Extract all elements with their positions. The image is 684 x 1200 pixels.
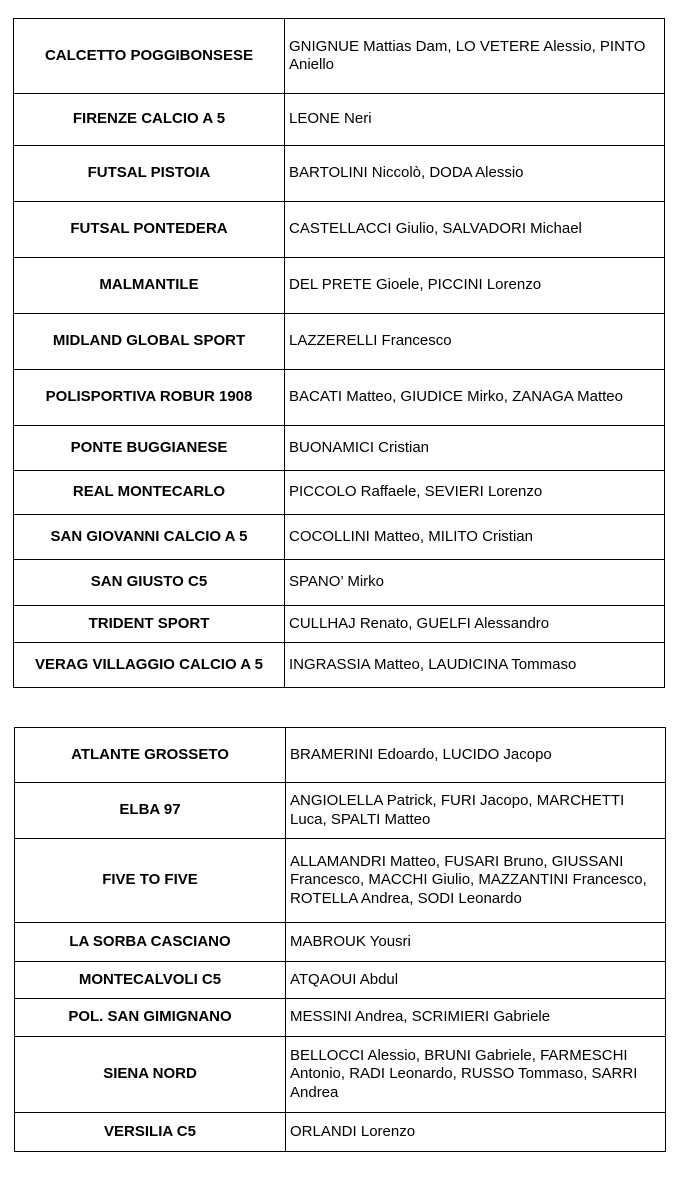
player-list: BACATI Matteo, GIUDICE Mirko, ZANAGA Matteo xyxy=(285,370,665,426)
table-row xyxy=(14,94,665,146)
player-list: BELLOCCI Alessio, BRUNI Gabriele, FARMESCHI Antonio, RADI Leonardo, RUSSO Tommaso, SARRI Andrea xyxy=(286,1037,666,1113)
player-list: COCOLLINI Matteo, MILITO Cristian xyxy=(285,515,665,560)
table-row xyxy=(15,999,666,1037)
team-name: VERSILIA C5 xyxy=(15,1113,286,1152)
team-name: ELBA 97 xyxy=(15,783,286,839)
team-name: MONTECALVOLI C5 xyxy=(15,962,286,999)
team-name: SAN GIOVANNI CALCIO A 5 xyxy=(14,515,285,560)
team-name: POLISPORTIVA ROBUR 1908 xyxy=(14,370,285,426)
table-row xyxy=(15,783,666,839)
player-list: DEL PRETE Gioele, PICCINI Lorenzo xyxy=(285,258,665,314)
table-row xyxy=(14,202,665,258)
player-list: ATQAOUI Abdul xyxy=(286,962,666,999)
team-name: POL. SAN GIMIGNANO xyxy=(15,999,286,1037)
team-name: SAN GIUSTO C5 xyxy=(14,560,285,606)
player-list: ANGIOLELLA Patrick, FURI Jacopo, MARCHETTI Luca, SPALTI Matteo xyxy=(286,783,666,839)
table-row xyxy=(15,923,666,962)
player-list: ALLAMANDRI Matteo, FUSARI Bruno, GIUSSANI Francesco, MACCHI Giulio, MAZZANTINI Francesco, ROTELLA Andrea, SODI Leonardo xyxy=(286,839,666,923)
table-row xyxy=(14,19,665,94)
player-list: MABROUK Yousri xyxy=(286,923,666,962)
team-name: REAL MONTECARLO xyxy=(14,471,285,515)
player-list: BARTOLINI Niccolò, DODA Alessio xyxy=(285,146,665,202)
table-row xyxy=(14,643,665,688)
player-list: BRAMERINI Edoardo, LUCIDO Jacopo xyxy=(286,728,666,783)
team-name: LA SORBA CASCIANO xyxy=(15,923,286,962)
team-name: FIRENZE CALCIO A 5 xyxy=(14,94,285,146)
team-name: MIDLAND GLOBAL SPORT xyxy=(14,314,285,370)
team-name: PONTE BUGGIANESE xyxy=(14,426,285,471)
team-name: TRIDENT SPORT xyxy=(14,606,285,643)
player-list: ORLANDI Lorenzo xyxy=(286,1113,666,1152)
player-list: CASTELLACCI Giulio, SALVADORI Michael xyxy=(285,202,665,258)
team-name: ATLANTE GROSSETO xyxy=(15,728,286,783)
table-row xyxy=(14,515,665,560)
player-list: BUONAMICI Cristian xyxy=(285,426,665,471)
player-list: INGRASSIA Matteo, LAUDICINA Tommaso xyxy=(285,643,665,688)
table-row xyxy=(14,426,665,471)
table-row xyxy=(14,471,665,515)
table-row xyxy=(15,728,666,783)
player-list: LEONE Neri xyxy=(285,94,665,146)
player-list: GNIGNUE Mattias Dam, LO VETERE Alessio, PINTO Aniello xyxy=(285,19,665,94)
player-list: SPANO’ Mirko xyxy=(285,560,665,606)
player-list: MESSINI Andrea, SCRIMIERI Gabriele xyxy=(286,999,666,1037)
team-name: FUTSAL PONTEDERA xyxy=(14,202,285,258)
table-row xyxy=(14,606,665,643)
player-list: PICCOLO Raffaele, SEVIERI Lorenzo xyxy=(285,471,665,515)
team-name: VERAG VILLAGGIO CALCIO A 5 xyxy=(14,643,285,688)
team-name: FIVE TO FIVE xyxy=(15,839,286,923)
table-row xyxy=(14,314,665,370)
teams-table-2 xyxy=(14,727,666,1152)
table-row xyxy=(15,839,666,923)
team-name: MALMANTILE xyxy=(14,258,285,314)
team-name: FUTSAL PISTOIA xyxy=(14,146,285,202)
team-name: CALCETTO POGGIBONSESE xyxy=(14,19,285,94)
table-row xyxy=(14,370,665,426)
table-row xyxy=(14,560,665,606)
table-row xyxy=(15,1113,666,1152)
teams-table-1 xyxy=(13,18,665,688)
table-row xyxy=(15,962,666,999)
team-name: SIENA NORD xyxy=(15,1037,286,1113)
player-list: CULLHAJ Renato, GUELFI Alessandro xyxy=(285,606,665,643)
table-row xyxy=(15,1037,666,1113)
table-row xyxy=(14,258,665,314)
player-list: LAZZERELLI Francesco xyxy=(285,314,665,370)
table-row xyxy=(14,146,665,202)
